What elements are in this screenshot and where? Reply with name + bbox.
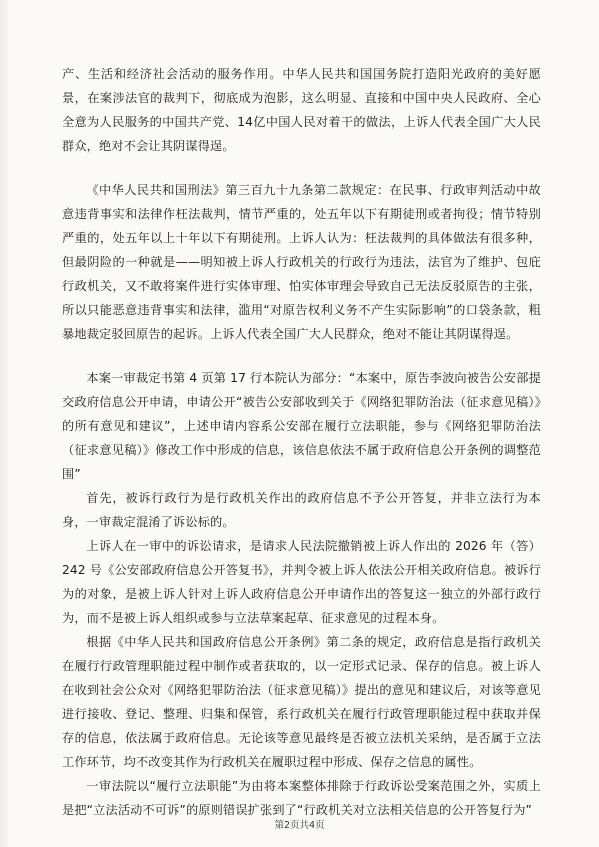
scan-edge-shadow	[0, 0, 10, 847]
paragraph-2: 《中华人民共和国刑法》第三百九十九条第二款规定：在民事、行政审判活动中故意违背事实和法律作枉法裁判，情节严重的，处五年以下有期徒刑或者拘役；情节特别严重的，处五年以上十年以下有期徒刑。上诉人认为：枉法裁判的具体做法有很多种，但最阴险的一种就是——明知被上诉人行政机关的行政行为违法，法官为了维护、包庇行政机关，又不敢将案件进行实体审理、怕实体审理会导致自己无法反驳原告的主张，所以只能恶意违背事实和法律，滥用“对原告权利义务不产生实际影响”的口袋条款，粗暴地裁定驳回原告的起诉。上诉人代表全国广大人民群众，绝对不能让其阴谋得逞。	[62, 183, 541, 341]
page-footer: 第2页共4页	[274, 820, 325, 831]
paragraph-7: 一审法院以“履行立法职能”为由将本案整体排除于行政诉讼受案范围之外，实质上是把“立法活动不可诉”的原则错误扩张到了“行政机关对立法相关信息的公开答复行为”	[62, 779, 541, 817]
paragraph-gap	[62, 158, 541, 178]
paragraph-4: 首先，被诉行政行为是行政机关作出的政府信息不予公开答复，并非立法行为本身，一审裁定混淆了诉讼标的。	[62, 491, 541, 529]
paragraph-1: 产、生活和经济社会活动的服务作用。中华人民共和国国务院打造阳光政府的美好愿景，在案涉法官的裁判下，彻底成为泡影，这么明显、直接和中国中央人民政府、全心全意为人民服务的中国共产党、14亿中国人民对着干的做法，上诉人代表全国广大人民群众，绝对不会让其阴谋得逞。	[62, 67, 541, 153]
paragraph-gap	[62, 346, 541, 366]
paragraph-3: 本案一审裁定书第 4 页第 17 行本院认为部分：“本案中，原告李波向被告公安部提交政府信息公开申请，申请公开“被告公安部收到关于《网络犯罪防治法（征求意见稿）》的所有意见和建议”，上述申请内容系公安部在履行立法职能，参与《网络犯罪防治法（征求意见稿）》修改工作中形成的信息，该信息依法不属于政府信息公开条例的调整范围”	[62, 371, 541, 481]
paragraph-6: 根据《中华人民共和国政府信息公开条例》第二条的规定，政府信息是指行政机关在履行行政管理职能过程中制作或者获取的，以一定形式记录、保存的信息。被上诉人在收到社会公众对《网络犯罪防治法（征求意见稿）》提出的意见和建议后，对该等意见进行接收、登记、整理、归集和保管，系行政机关在履行行政管理职能过程中获取并保存的信息，依法属于政府信息。无论该等意见最终是否被立法机关采纳，是否属于立法工作环节，均不改变其作为行政机关在履职过程中形成、保存之信息的属性。	[62, 635, 541, 769]
paragraph-5: 上诉人在一审中的诉讼请求，是请求人民法院撤销被上诉人作出的 2026 年（答）242 号《公安部政府信息公开答复书》，并判令被上诉人依法公开相关政府信息。被诉行为的对象，是被上诉人针对上诉人政府信息公开申请作出的答复这一独立的外部行政行为，而不是被上诉人组织或参与立法草案起草、征求意见的过程本身。	[62, 539, 541, 625]
